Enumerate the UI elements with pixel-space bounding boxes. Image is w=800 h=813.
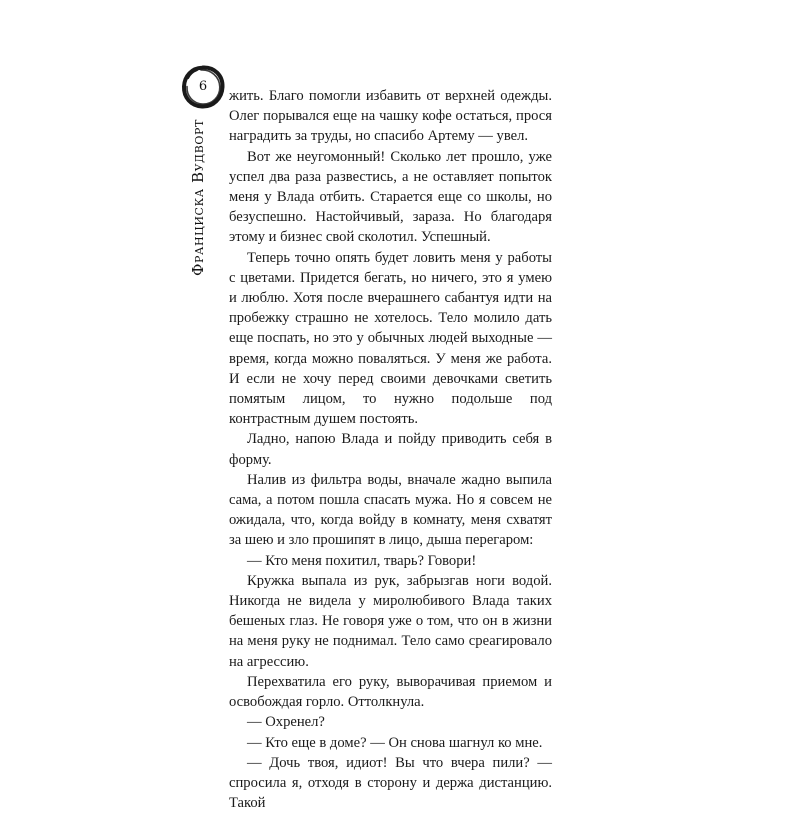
page-number-badge (180, 64, 226, 110)
dialogue-line: — Кто еще в доме? — Он снова шагнул ко мне. (247, 734, 543, 751)
author-name: Франциска Вудворт (189, 119, 207, 276)
paragraph: Ладно, напою Влада и пойду приводить себя в форму. (229, 431, 552, 468)
dialogue-line: — Дочь твоя, идиот! Вы что вчера пили? — спросила я, отходя в сторону и держа дистанцию. Такой (229, 754, 552, 812)
body-text (229, 86, 552, 813)
paragraph: Вот же неугомонный! Сколько лет прошло, уже успел два раза развестись, а не оставляет попыток меня у Влада отбить. Старается еще со школы, но безуспешно. Настойчивый, зараза. Но благодаря этому и бизнес свой сколотил. Успешный. (229, 148, 552, 246)
page-number: 6 (198, 79, 208, 94)
paragraph: Налив из фильтра воды, вначале жадно выпила сама, а потом пошла спасать мужа. Но я совсем не ожидала, что, когда войду в комнату, меня схватят за шею и зло прошипят в лицо, дыша перегаром: (229, 471, 552, 549)
paragraph: жить. Благо помогли избавить от верхней одежды. Олег порывался еще на чашку кофе остаться, прося наградить за труды, но спасибо Артему — увел. (229, 88, 552, 145)
paragraph: Теперь точно опять будет ловить меня у работы с цветами. Придется бегать, но ничего, это я умею и люблю. Хотя после вчерашнего сабантуя идти на пробежку страшно не хотелось. Тело молило дать еще поспать, но это у обычных людей выходные — время, когда можно поваляться. У меня же работа. И если не хочу перед своими девочками светить помятым лицом, то нужно подольше под контрастным душем постоять. (229, 249, 552, 428)
paragraph: Кружка выпала из рук, забрызгав ноги водой. Никогда не видела у миролюбивого Влада таких бешеных глаз. Не говоря уже о том, что он в жизни на меня руку не поднимал. Тело само среагировало на агрессию. (229, 572, 552, 670)
paragraph: Перехватила его руку, выворачивая приемом и освобождая горло. Оттолкнула. (229, 673, 552, 711)
dialogue-line: — Кто меня похитил, тварь? Говори! (247, 552, 477, 569)
dialogue-line: — Охренел? (247, 714, 325, 731)
